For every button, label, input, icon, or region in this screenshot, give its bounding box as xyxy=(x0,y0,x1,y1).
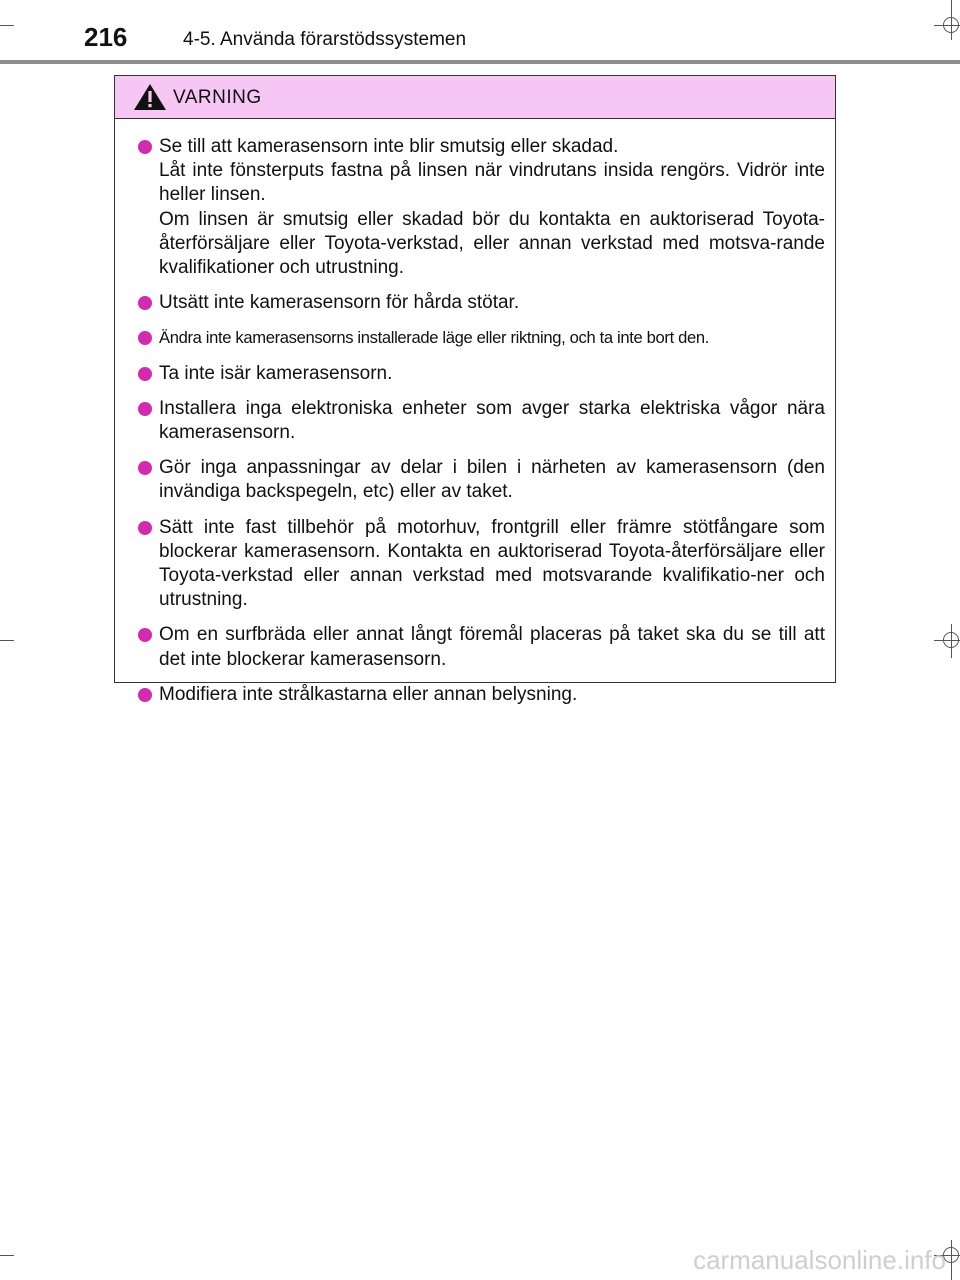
warning-item-text: Installera inga elektroniska enheter som avger starka elektriska vågor nära kamerasensorn. xyxy=(159,397,825,444)
warning-item-text: Ta inte isär kamerasensorn. xyxy=(159,362,393,384)
section-title: 4-5. Använda förarstödssystemen xyxy=(183,29,467,50)
warning-item-text: Utsätt inte kamerasensorn för hårda stötar. xyxy=(159,292,520,314)
warning-item xyxy=(138,362,825,386)
warning-title: VARNING xyxy=(173,87,262,108)
bullet-icon xyxy=(138,296,152,310)
warning-item xyxy=(138,135,825,280)
warning-item xyxy=(138,397,825,445)
warning-item-text: Låt inte fönsterputs fastna på linsen när vindrutans insida rengörs. Vidrör inte heller linsen. xyxy=(159,160,825,206)
bullet-icon xyxy=(138,331,152,345)
bullet-icon xyxy=(138,140,152,154)
warning-body xyxy=(115,119,835,707)
warning-item-text: Om en surfbräda eller annat långt föremål placeras på taket ska du se till att det inte blockerar kamerasensorn. xyxy=(159,624,825,670)
warning-item-text: Om linsen är smutsig eller skadad bör du kontakta en auktoriserad Toyota-återförsäljare eller Toyota-verkstad, eller annan verkstad med motsva-rande kvalifikationer och utrustning. xyxy=(159,208,825,279)
bullet-icon xyxy=(138,688,152,702)
warning-item-text: Sätt inte fast tillbehör på motorhuv, frontgrill eller främre stötfångare som blockerar kamerasensorn. Kontakta en auktoriserad Toyota-återförsäljare eller Toyota-verkstad eller annan verkstad med motsvarande kvalifikatio-ner och utrustning. xyxy=(159,516,825,611)
warning-item-text: Se till att kamerasensorn inte blir smutsig eller skadad. xyxy=(159,136,619,157)
warning-item xyxy=(138,291,825,315)
bullet-icon xyxy=(138,461,152,475)
warning-item-text: Modifiera inte strålkastarna eller annan belysning. xyxy=(159,683,578,705)
warning-header xyxy=(115,76,835,119)
warning-box xyxy=(114,75,836,705)
page-number: 216 xyxy=(84,22,128,52)
bullet-icon xyxy=(138,628,152,642)
bullet-icon xyxy=(138,521,152,535)
warning-item xyxy=(138,456,825,504)
warning-item-text: Gör inga anpassningar av delar i bilen i närheten av kamerasensorn (den invändiga backspegeln, etc) eller av taket. xyxy=(159,457,825,503)
warning-triangle-icon xyxy=(133,83,167,111)
warning-item xyxy=(138,326,825,350)
bullet-icon xyxy=(138,402,152,416)
watermark[interactable]: carmanualsonline.info xyxy=(693,1245,946,1275)
warning-item-text: Ändra inte kamerasensorns installerade läge eller riktning, och ta inte bort den. xyxy=(159,328,709,348)
warning-item xyxy=(138,516,825,613)
bullet-icon xyxy=(138,367,152,381)
warning-item xyxy=(138,623,825,671)
header-rule xyxy=(0,60,960,64)
warning-item xyxy=(138,683,825,707)
